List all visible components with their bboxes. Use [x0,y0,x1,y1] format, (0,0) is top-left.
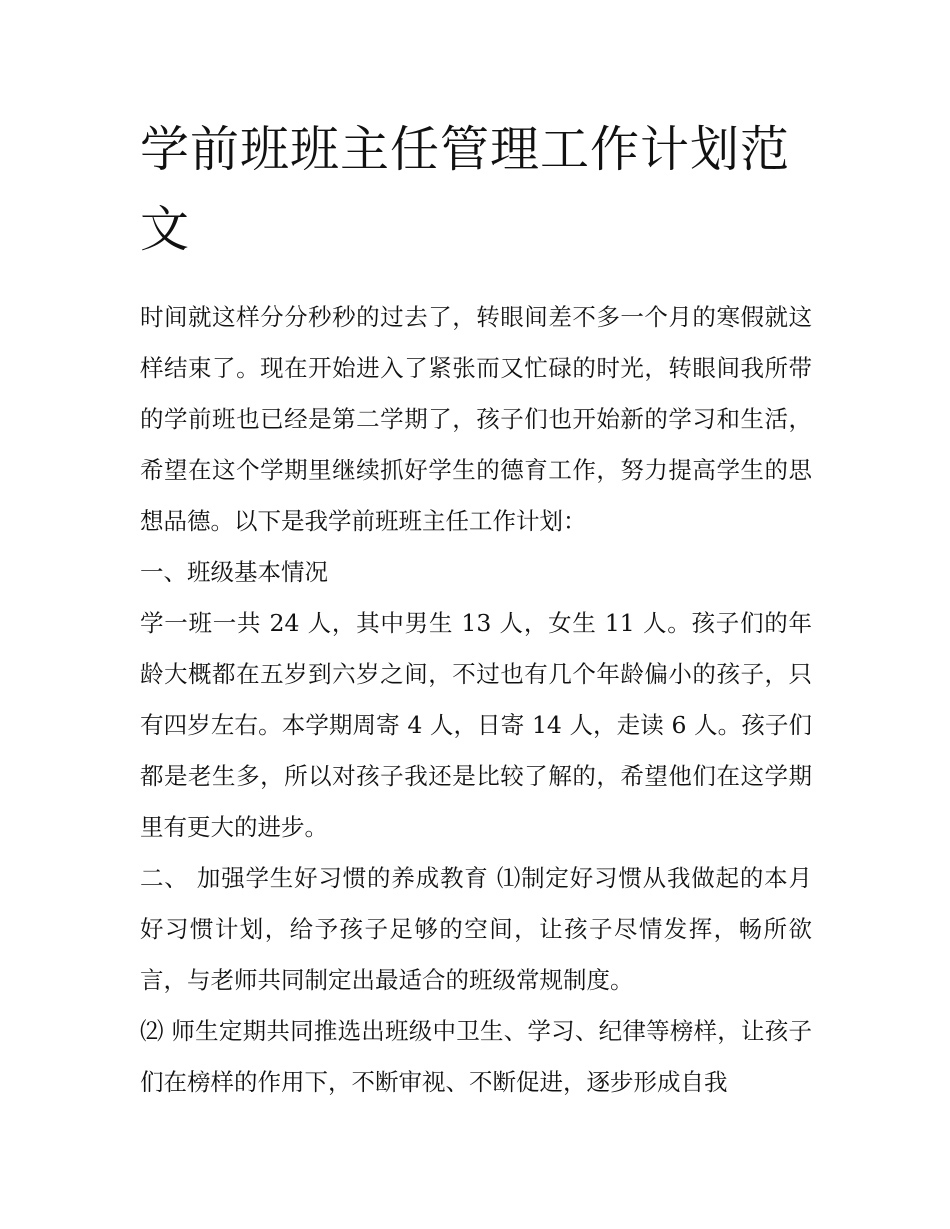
paragraph-class-info: 学一班一共 24 人，其中男生 13 人，女生 11 人。孩子们的年龄大概都在五岁到六岁之间，不过也有几个年龄偏小的孩子，只有四岁左右。本学期周寄 4 人，日寄 14 人，走读 6 人。孩子们都是老生多，所以对孩子我还是比较了解的，希望他们在这学期里有更大的进步。 [140,609,812,841]
paragraph-intro: 时间就这样分分秒秒的过去了，转眼间差不多一个月的寒假就这样结束了。现在开始进入了紧张而又忙碌的时光，转眼间我所带的学前班也已经是第二学期了，孩子们也开始新的学习和生活，希望在这个学期里继续抓好学生的德育工作，努力提高学生的思想品德。以下是我学前班班主任工作计划： [140,303,812,535]
paragraph-role-models: ⑵ 师生定期共同推选出班级中卫生、学习、纪律等榜样，让孩子们在榜样的作用下，不断审视、不断促进，逐步形成自我 [140,1017,812,1096]
paragraph-habit-education: 二、 加强学生好习惯的养成教育 ⑴制定好习惯从我做起的本月好习惯计划，给予孩子足够的空间，让孩子尽情发挥，畅所欲言，与老师共同制定出最适合的班级常规制度。 [140,864,812,994]
document-title: 学前班班主任管理工作计划范文 [140,121,791,258]
section-heading-class-info: 一、班级基本情况 [140,558,328,586]
document-page [140,110,812,1108]
